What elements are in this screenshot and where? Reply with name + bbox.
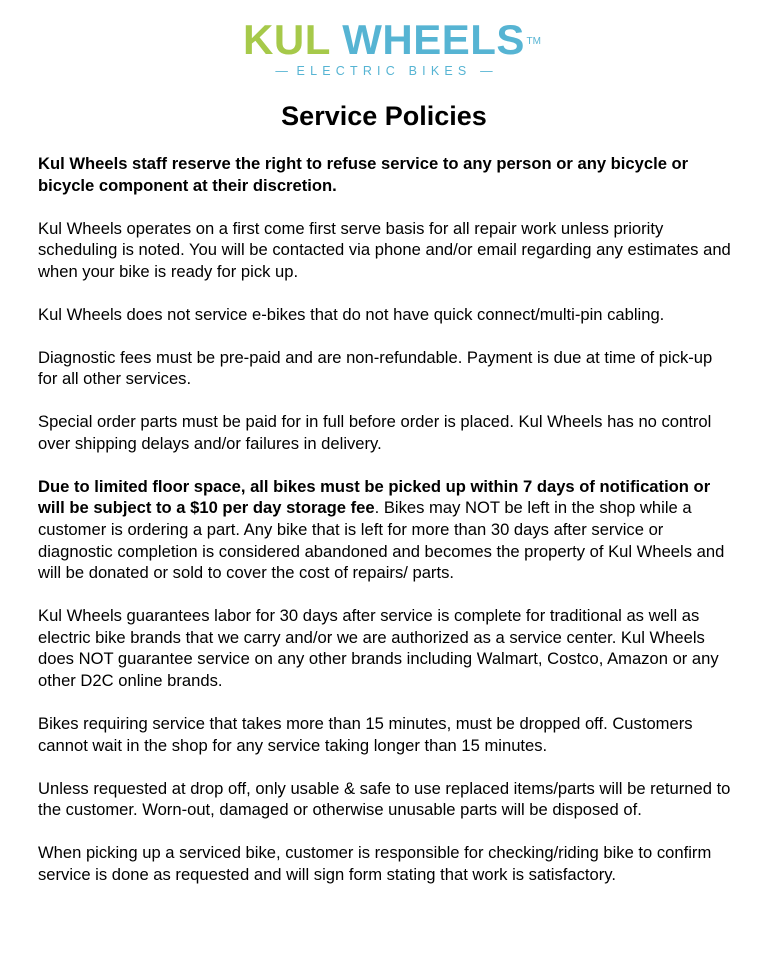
- logo-dash-right: —: [480, 64, 493, 78]
- logo-dash-left: —: [275, 64, 288, 78]
- logo-subtitle-text: ELECTRIC BIKES: [296, 64, 472, 78]
- kul-wheels-logo: [0, 18, 768, 78]
- policy-diagnostic-fees: Diagnostic fees must be pre-paid and are non-refundable. Payment is due at time of pick-up for all other services.: [38, 347, 713, 389]
- policy-content: [38, 153, 732, 907]
- policy-replaced-parts: Unless requested at drop off, only usable & safe to use replaced items/parts will be returned to the customer. Worn-out, damaged or otherwise unusable parts will be disposed of.: [38, 778, 731, 820]
- logo-kul-text: KUL: [243, 16, 331, 63]
- page-title: Service Policies: [281, 101, 487, 131]
- policy-ebike-cabling: Kul Wheels does not service e-bikes that do not have quick connect/multi-pin cabling.: [38, 304, 665, 324]
- policy-storage-fee-bold: Due to limited floor space, all bikes must be picked up within 7 days of notification or will be subject to a $10 per day storage fee: [38, 476, 711, 518]
- logo-trademark: TM: [526, 36, 541, 47]
- policy-special-order: Special order parts must be paid for in full before order is placed. Kul Wheels has no control over shipping delays and/or failures in delivery.: [38, 412, 712, 453]
- policy-first-come: Kul Wheels operates on a first come first serve basis for all repair work unless priority scheduling is noted. You will be contacted via phone and/or email regarding any estimates and when your bike is ready for pick up.: [38, 218, 731, 281]
- logo-wheels-text: WHEELS: [342, 16, 525, 63]
- policy-storage-fee-rest: . Bikes may NOT be left in the shop while a customer is ordering a part. Any bike that is left for more than 30 days after service or diagnostic completion is considered abandoned and becomes the property of Kul Wheels and will be donated or sold to cover the cost of repairs/ parts.: [38, 498, 725, 583]
- logo-subtitle: [0, 64, 768, 78]
- policy-refuse-service: Kul Wheels staff reserve the right to refuse service to any person or any bicycle or bicycle component at their discretion.: [38, 154, 689, 195]
- policy-storage-fee: [38, 476, 732, 584]
- logo-wordmark: [243, 16, 541, 63]
- policy-labor-guarantee: Kul Wheels guarantees labor for 30 days after service is complete for traditional as well as electric bike brands that we carry and/or we are authorized as a service center. Kul Wheels does NOT guarantee service on any other brands including Walmart, Costco, Amazon or any other D2C online brands.: [38, 606, 719, 691]
- policy-pickup-check: When picking up a serviced bike, customer is responsible for checking/riding bike to confirm service is done as requested and will sign form stating that work is satisfactory.: [38, 843, 712, 884]
- policy-drop-off: Bikes requiring service that takes more than 15 minutes, must be dropped off. Customers cannot wait in the shop for any service taking longer than 15 minutes.: [38, 714, 693, 755]
